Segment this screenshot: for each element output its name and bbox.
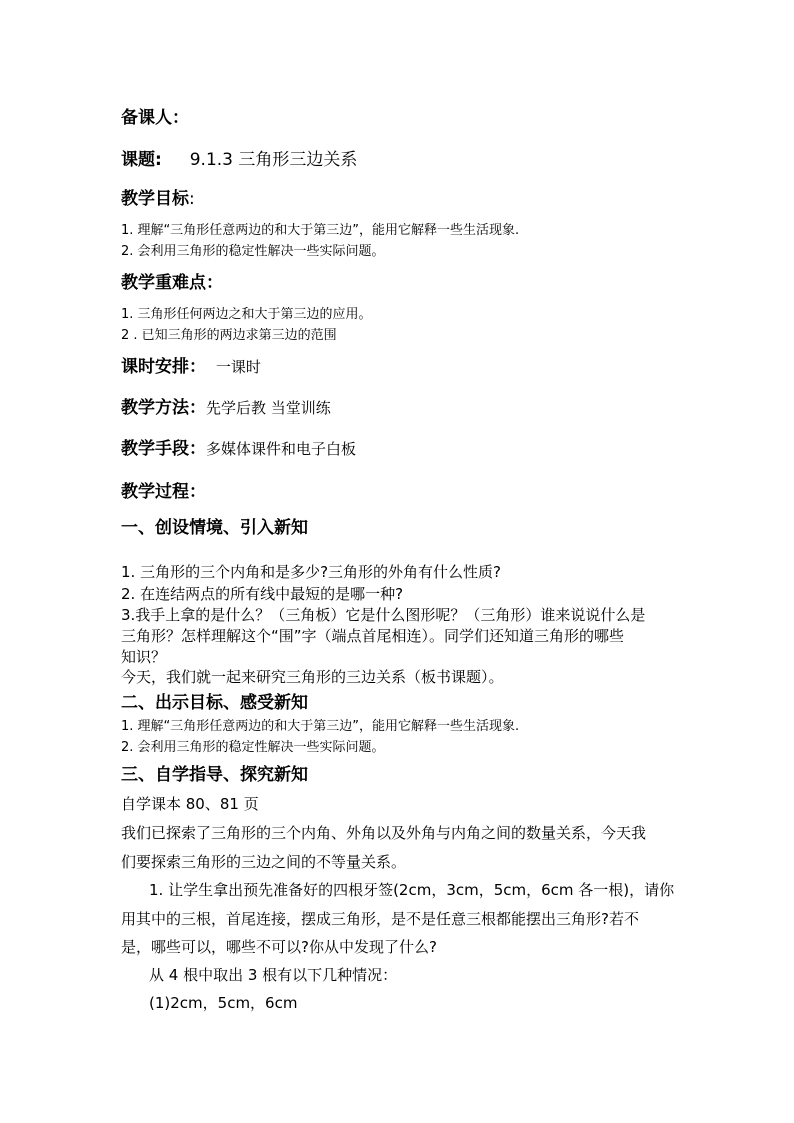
key-points-heading: 教学重难点：: [121, 273, 223, 293]
section3-line: 我们已探索了三角形的三个内角、外角以及外角与内角之间的数量关系，今天我: [121, 824, 647, 842]
schedule-value: 一课时: [215, 358, 261, 376]
section1-line: 3.我手上拿的是什么？（三角板）它是什么图形呢？（三角形）谁来说说什么是: [121, 606, 646, 624]
section1-title: 一、创设情境、引入新知: [121, 518, 308, 538]
objectives-colon: :: [189, 189, 195, 209]
schedule-line: [121, 357, 261, 377]
objectives-label: 教学目标: [121, 189, 189, 209]
section3-line: 自学课本 80、81 页: [121, 795, 259, 813]
topic-line: [121, 150, 357, 170]
means-value: 多媒体课件和电子白板: [206, 440, 357, 458]
section1-line: 知识？: [121, 648, 167, 666]
means-label: 教学手段：: [121, 439, 206, 459]
section1-line: 今天，我们就一起来研究三角形的三边关系（板书课题）。: [121, 668, 504, 686]
section3-line: (1)2cm，5cm，6cm: [149, 994, 298, 1012]
section3-line: 是，哪些可以，哪些不可以?你从中发现了什么?: [121, 938, 437, 956]
method-line: [121, 398, 331, 418]
topic-value: 9.1.3 三角形三边关系: [189, 150, 358, 170]
objective-item: 1. 理解“三角形任意两边的和大于第三边”，能用它解释一些生活现象.: [121, 223, 520, 238]
key-point-item: 2 . 已知三角形的两边求第三边的范围: [121, 328, 337, 343]
section3-line: 们要探索三角形的三边之间的不等量关系。: [121, 853, 407, 871]
section3-line: 1. 让学生拿出预先准备好的四根牙签(2cm，3cm，5cm，6cm 各一根)，请你: [149, 881, 675, 899]
section2-item: 2. 会利用三角形的稳定性解决一些实际问题。: [121, 740, 385, 755]
section3-line: 从 4 根中取出 3 根有以下几种情况：: [149, 966, 398, 984]
author-label: 备课人：: [121, 108, 189, 128]
section3-title: 三、自学指导、探究新知: [121, 765, 308, 785]
section1-line: 三角形？怎样理解这个“围”字（端点首尾相连）。同学们还知道三角形的哪些: [121, 627, 625, 645]
section1-line: 2. 在连结两点的所有线中最短的是哪一种?: [121, 585, 404, 603]
topic-label: 课题:: [121, 150, 162, 170]
method-value: 先学后教 当堂训练: [206, 399, 331, 417]
means-line: [121, 439, 356, 459]
key-point-item: 1. 三角形任何两边之和大于第三边的应用。: [121, 307, 372, 322]
section2-title: 二、出示目标、感受新知: [121, 693, 308, 713]
objective-item: 2. 会利用三角形的稳定性解决一些实际问题。: [121, 244, 385, 259]
section1-line: 1. 三角形的三个内角和是多少?三角形的外角有什么性质?: [121, 563, 502, 581]
method-label: 教学方法：: [121, 398, 206, 418]
objectives-heading: [121, 189, 195, 209]
section2-item: 1. 理解“三角形任意两边的和大于第三边”，能用它解释一些生活现象.: [121, 719, 520, 734]
schedule-label: 课时安排：: [121, 357, 206, 377]
section3-line: 用其中的三根，首尾连接，摆成三角形，是不是任意三根都能摆出三角形?若不: [121, 910, 639, 928]
process-heading: 教学过程：: [121, 482, 206, 502]
